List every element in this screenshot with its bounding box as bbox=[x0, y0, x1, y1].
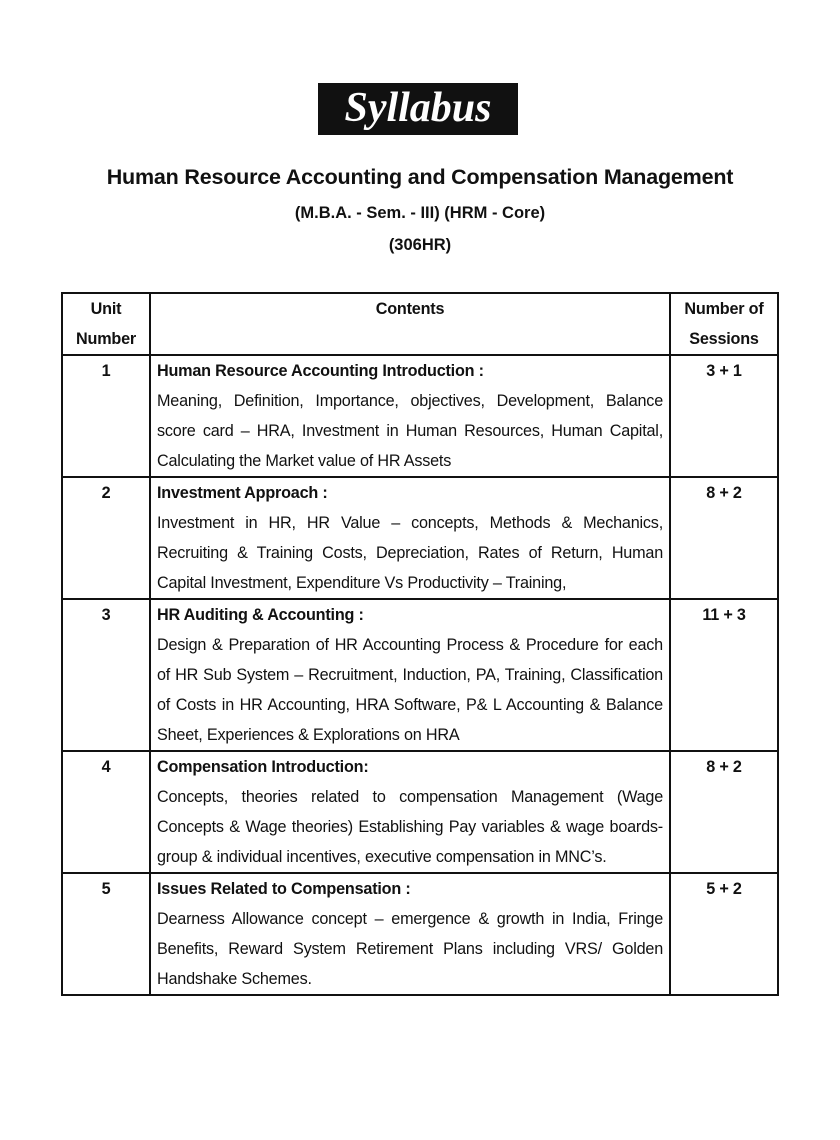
unit-body: Dearness Allowance concept – emergence & growth in India, Fringe Benefits, Reward System Retirement Plans including VRS/ Golden Handshake Schemes. bbox=[157, 910, 663, 988]
table-row bbox=[62, 873, 778, 995]
unit-body: Design & Preparation of HR Accounting Process & Procedure for each of HR Sub System – Recruitment, Induction, PA, Training, Classification of Costs in HR Accounting, HRA Software, P& L Accounting & Balance Sheet, Experiences & Explorations on HRA bbox=[157, 636, 663, 744]
unit-heading: Investment Approach : bbox=[157, 484, 328, 502]
unit-header-line2: Number bbox=[76, 330, 136, 348]
table-row bbox=[62, 355, 778, 477]
unit-heading: Issues Related to Compensation : bbox=[157, 880, 411, 898]
unit-heading: Human Resource Accounting Introduction : bbox=[157, 362, 484, 380]
unit-contents bbox=[150, 477, 670, 599]
unit-sessions: 5 + 2 bbox=[670, 873, 778, 995]
table-header-row bbox=[62, 293, 778, 355]
unit-contents bbox=[150, 599, 670, 751]
unit-heading: HR Auditing & Accounting : bbox=[157, 606, 364, 624]
contents-header: Contents bbox=[150, 293, 670, 355]
sessions-header-line2: Sessions bbox=[689, 330, 759, 348]
unit-header-line1: Unit bbox=[90, 300, 122, 318]
table-row bbox=[62, 599, 778, 751]
table-row bbox=[62, 751, 778, 873]
table-row bbox=[62, 477, 778, 599]
unit-contents bbox=[150, 355, 670, 477]
course-program: (M.B.A. - Sem. - III) (HRM - Core) bbox=[294, 204, 546, 222]
unit-body: Meaning, Definition, Importance, objectives, Development, Balance score card – HRA, Investment in Human Resources, Human Capital, Calculating the Market value of HR Assets bbox=[157, 392, 663, 470]
syllabus-table bbox=[61, 292, 779, 996]
unit-sessions: 8 + 2 bbox=[670, 477, 778, 599]
unit-sessions: 3 + 1 bbox=[670, 355, 778, 477]
unit-heading: Compensation Introduction: bbox=[157, 758, 369, 776]
course-code: (306HR) bbox=[388, 236, 452, 254]
unit-body: Investment in HR, HR Value – concepts, Methods & Mechanics, Recruiting & Training Costs, Depreciation, Rates of Return, Human Capital Investment, Expenditure Vs Productivity – Training, bbox=[157, 514, 663, 592]
unit-sessions: 11 + 3 bbox=[670, 599, 778, 751]
unit-body: Concepts, theories related to compensation Management (Wage Concepts & Wage theories) Establishing Pay variables & wage boards- group & individual incentives, executive compensation in MNC’s. bbox=[157, 788, 663, 866]
unit-number: 4 bbox=[62, 751, 150, 873]
sessions-header bbox=[670, 293, 778, 355]
unit-number: 1 bbox=[62, 355, 150, 477]
unit-sessions: 8 + 2 bbox=[670, 751, 778, 873]
course-title: Human Resource Accounting and Compensation Management bbox=[106, 165, 734, 189]
unit-contents bbox=[150, 873, 670, 995]
sessions-header-line1: Number of bbox=[684, 300, 764, 318]
unit-contents bbox=[150, 751, 670, 873]
unit-number-header bbox=[62, 293, 150, 355]
unit-number: 2 bbox=[62, 477, 150, 599]
unit-number: 3 bbox=[62, 599, 150, 751]
unit-number: 5 bbox=[62, 873, 150, 995]
syllabus-banner: Syllabus bbox=[318, 83, 518, 135]
